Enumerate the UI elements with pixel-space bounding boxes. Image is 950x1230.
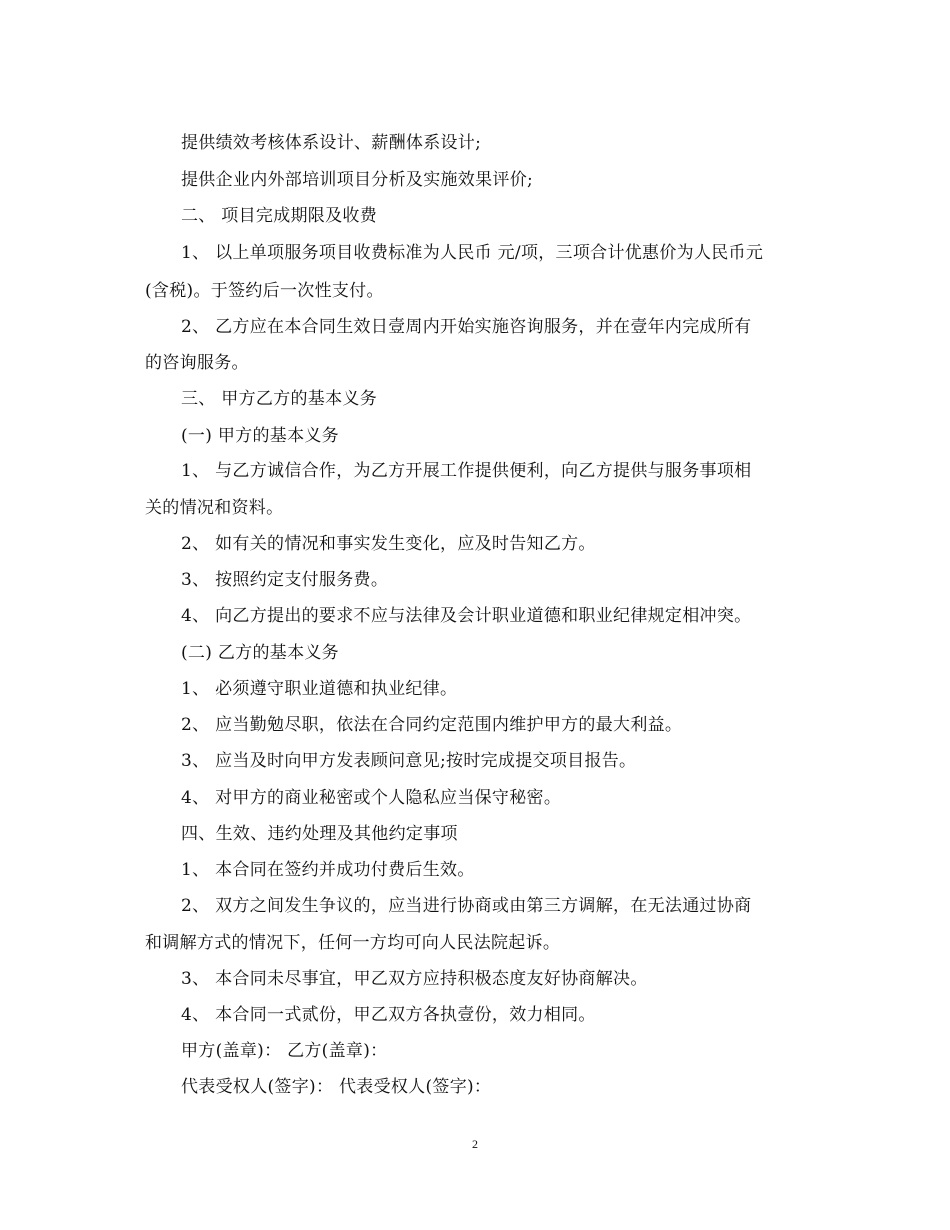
- text-line: 3、 按照约定支付服务费。: [181, 570, 389, 590]
- section-heading: 四、生效、违约处理及其他约定事项: [181, 824, 458, 844]
- text-line: 4、 对甲方的商业秘密或个人隐私应当保守秘密。: [181, 788, 562, 808]
- text-line: 提供企业内外部培训项目分析及实施效果评价;: [181, 170, 534, 190]
- section-heading: 二、 项目完成期限及收费: [181, 206, 378, 226]
- text-line: 2、 双方之间发生争议的，应当进行协商或由第三方调解，在无法通过协商: [181, 896, 752, 916]
- section-heading: 三、 甲方乙方的基本义务: [181, 389, 378, 409]
- text-line: 和调解方式的情况下，任何一方均可向人民法院起诉。: [145, 933, 561, 953]
- text-line: 1、 与乙方诚信合作，为乙方开展工作提供便利，向乙方提供与服务事项相: [181, 461, 752, 481]
- subsection-heading: (一) 甲方的基本义务: [181, 426, 339, 446]
- text-line: (含税)。于签约后一次性支付。: [145, 281, 384, 301]
- subsection-heading: (二) 乙方的基本义务: [181, 643, 339, 663]
- text-line: 1、 必须遵守职业道德和执业纪律。: [181, 679, 458, 699]
- text-line: 2、 如有关的情况和事实发生变化，应及时告知乙方。: [181, 534, 596, 554]
- text-line: 3、 本合同未尽事宜，甲乙双方应持积极态度友好协商解决。: [181, 969, 648, 989]
- signature-line: 代表受权人(签字)： 代表受权人(签字)：: [181, 1077, 492, 1097]
- text-line: 4、 本合同一式贰份，甲乙双方各执壹份，效力相同。: [181, 1005, 596, 1025]
- text-line: 1、 本合同在签约并成功付费后生效。: [181, 860, 475, 880]
- text-line: 3、 应当及时向甲方发表顾问意见;按时完成提交项目报告。: [181, 751, 637, 771]
- text-line: 2、 应当勤勉尽职，依法在合同约定范围内维护甲方的最大利益。: [181, 715, 683, 735]
- text-line: 关的情况和资料。: [145, 498, 284, 518]
- text-line: 1、 以上单项服务项目收费标准为人民币 元/项，三项合计优惠价为人民币元: [181, 243, 764, 263]
- text-line: 的咨询服务。: [145, 353, 249, 373]
- signature-line: 甲方(盖章)： 乙方(盖章)：: [181, 1041, 388, 1061]
- text-line: 4、 向乙方提出的要求不应与法律及会计职业道德和职业纪律规定相冲突。: [181, 606, 752, 626]
- text-line: 2、 乙方应在本合同生效日壹周内开始实施咨询服务，并在壹年内完成所有: [181, 317, 752, 337]
- page-number: 2: [472, 1137, 478, 1151]
- text-line: 提供绩效考核体系设计、薪酬体系设计;: [181, 133, 482, 153]
